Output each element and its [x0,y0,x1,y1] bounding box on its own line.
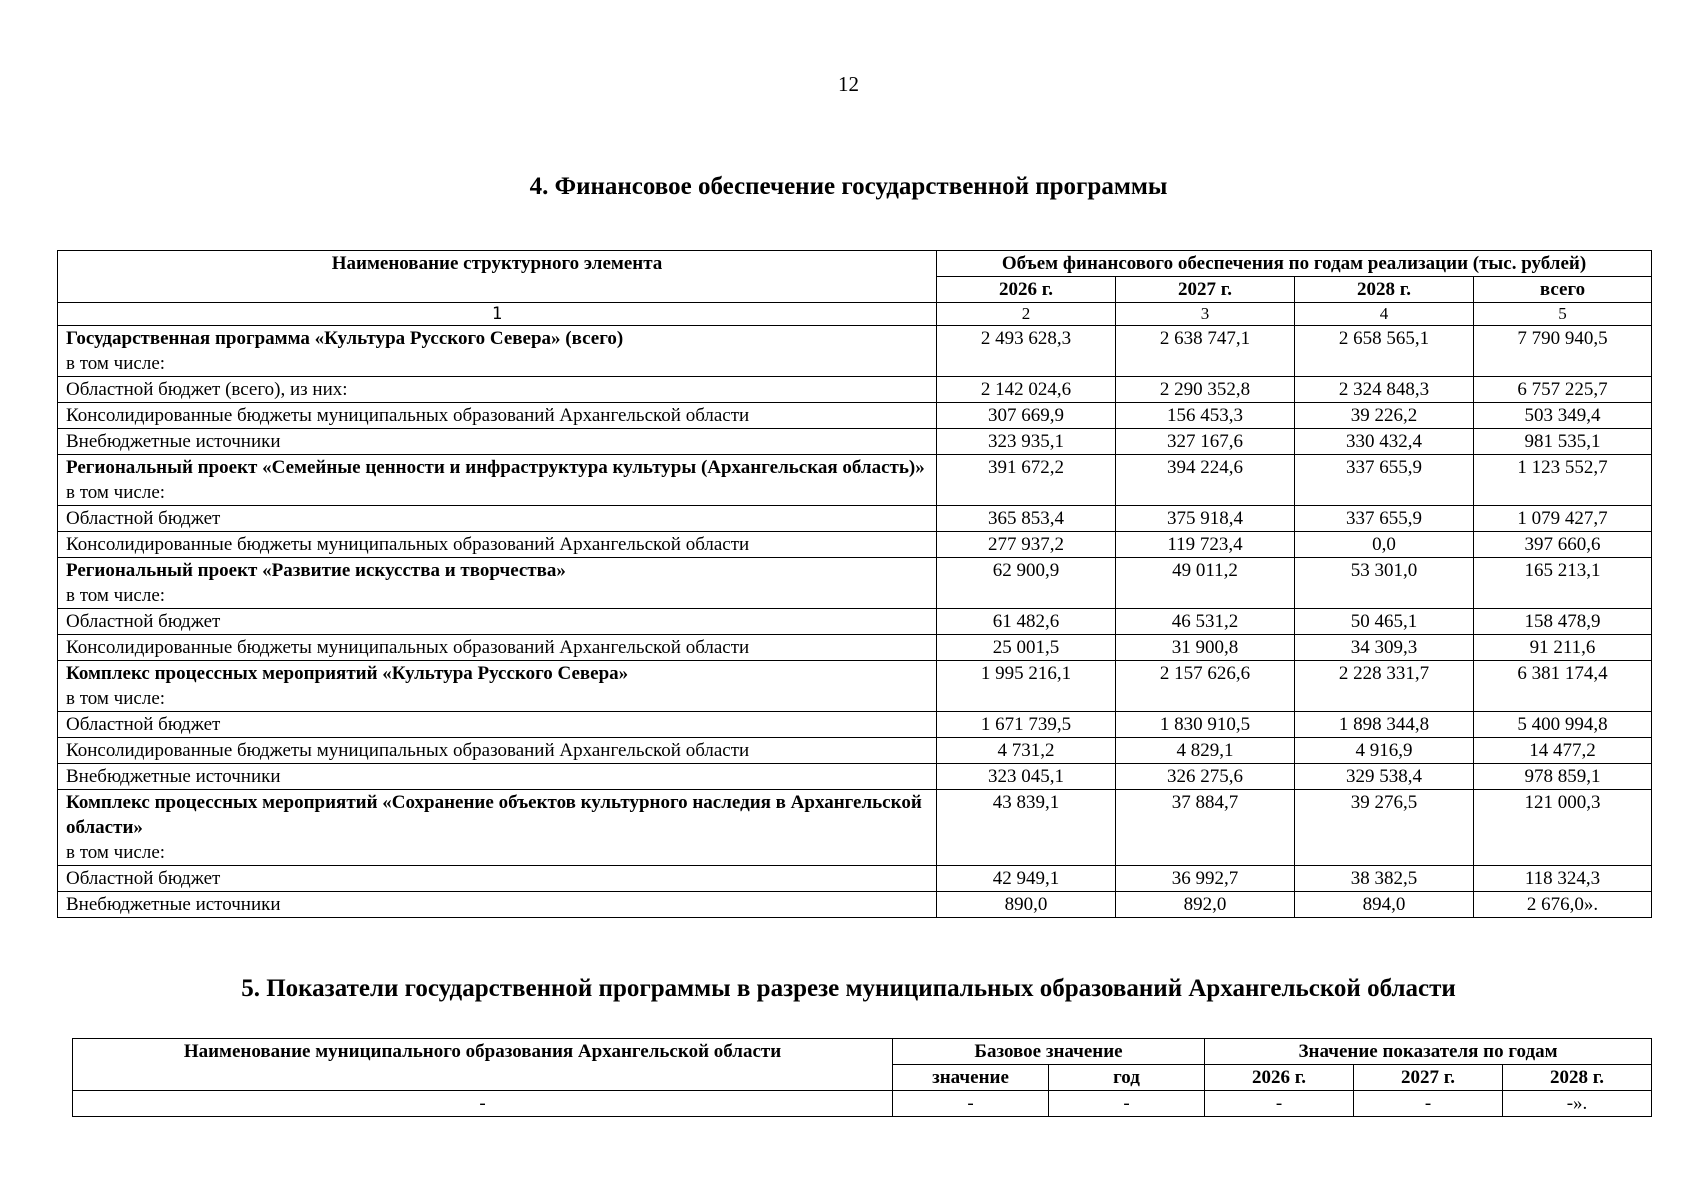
value-cell: 1 123 552,7 [1474,455,1652,506]
value-cell: 1 898 344,8 [1295,712,1474,738]
value-cell: 365 853,4 [937,506,1116,532]
value-cell: 503 349,4 [1474,403,1652,429]
row-name: Областной бюджет [58,609,937,635]
row-subtitle: в том числе: [66,353,166,374]
value-cell: 4 731,2 [937,738,1116,764]
row-name-cell [58,326,937,377]
table-row [58,866,1652,892]
value-cell: 34 309,3 [1295,635,1474,661]
value-cell: - [1049,1091,1205,1117]
financing-header-row [58,251,1652,277]
value-cell: 37 884,7 [1116,790,1295,866]
value-cell: 4 829,1 [1116,738,1295,764]
row-name: Внебюджетные источники [58,892,937,918]
value-cell: -». [1503,1091,1652,1117]
value-cell: 307 669,9 [937,403,1116,429]
value-cell: 892,0 [1116,892,1295,918]
table-row [58,377,1652,403]
year-header: 2028 г. [1295,277,1474,303]
value-cell: 121 000,3 [1474,790,1652,866]
row-name-cell [58,558,937,609]
table-row [58,790,1652,866]
value-cell: 119 723,4 [1116,532,1295,558]
value-cell: 323 935,1 [937,429,1116,455]
value-cell: 337 655,9 [1295,506,1474,532]
value-cell: 2 638 747,1 [1116,326,1295,377]
value-cell: 7 790 940,5 [1474,326,1652,377]
value-cell: 337 655,9 [1295,455,1474,506]
table-row [58,738,1652,764]
row-name: Комплекс процессных мероприятий «Сохранение объектов культурного наследия в Архангельской области» [66,792,922,838]
value-cell: 158 478,9 [1474,609,1652,635]
financing-volume-header: Объем финансового обеспечения по годам реализации (тыс. рублей) [937,251,1652,277]
value-cell: 50 465,1 [1295,609,1474,635]
value-cell: 5 400 994,8 [1474,712,1652,738]
value-cell: 2 676,0». [1474,892,1652,918]
row-name: Областной бюджет (всего), из них: [58,377,937,403]
value-cell: 2 493 628,3 [937,326,1116,377]
value-cell: 118 324,3 [1474,866,1652,892]
structural-element-header: Наименование структурного элемента [58,251,937,303]
row-name: Внебюджетные источники [58,764,937,790]
row-name: Консолидированные бюджеты муниципальных образований Архангельской области [58,403,937,429]
value-cell: 91 211,6 [1474,635,1652,661]
indicators-table [72,1038,1652,1117]
page-number: 12 [838,72,859,96]
financing-table [57,250,1652,918]
row-name: Региональный проект «Семейные ценности и инфраструктура культуры (Архангельская область)» [66,457,925,478]
base-value-header: Базовое значение [893,1039,1205,1065]
row-subtitle: в том числе: [66,482,166,503]
value-cell: 375 918,4 [1116,506,1295,532]
value-cell: 49 011,2 [1116,558,1295,609]
value-cell: 394 224,6 [1116,455,1295,506]
table-row [58,558,1652,609]
row-name: Комплекс процессных мероприятий «Культура Русского Севера» [66,663,629,684]
value-cell: - [893,1091,1049,1117]
value-cell: 2 228 331,7 [1295,661,1474,712]
value-cell: 2 324 848,3 [1295,377,1474,403]
value-cell: 327 167,6 [1116,429,1295,455]
row-name: Государственная программа «Культура Русского Севера» (всего) [66,328,624,349]
indicator-years-header: Значение показателя по годам [1205,1039,1652,1065]
row-name: Областной бюджет [58,866,937,892]
section-5-title: 5. Показатели государственной программы в разрезе муниципальных образований Архангельской области [241,975,1456,1002]
value-cell: 39 276,5 [1295,790,1474,866]
table-row [58,764,1652,790]
value-cell: - [1354,1091,1503,1117]
value-cell: 277 937,2 [937,532,1116,558]
table-row [58,403,1652,429]
value-cell: 6 381 174,4 [1474,661,1652,712]
value-cell: 4 916,9 [1295,738,1474,764]
value-cell: 62 900,9 [937,558,1116,609]
value-cell: - [73,1091,893,1117]
value-cell: 61 482,6 [937,609,1116,635]
value-cell: 2 290 352,8 [1116,377,1295,403]
column-index: 1 [58,303,937,326]
row-name: Региональный проект «Развитие искусства и творчества» [66,560,566,581]
row-name: Консолидированные бюджеты муниципальных образований Архангельской области [58,635,937,661]
column-index: 3 [1116,303,1295,326]
value-cell: 391 672,2 [937,455,1116,506]
value-cell: 31 900,8 [1116,635,1295,661]
row-name: Консолидированные бюджеты муниципальных образований Архангельской области [58,532,937,558]
value-cell: 165 213,1 [1474,558,1652,609]
table-row [58,326,1652,377]
table-row [58,455,1652,506]
value-cell: 1 079 427,7 [1474,506,1652,532]
table-row [58,712,1652,738]
row-name-cell [58,455,937,506]
value-cell: 46 531,2 [1116,609,1295,635]
value-cell: 25 001,5 [937,635,1116,661]
value-cell: 36 992,7 [1116,866,1295,892]
total-header: всего [1474,277,1652,303]
section-4-title: 4. Финансовое обеспечение государственной программы [529,173,1168,200]
value-cell: 156 453,3 [1116,403,1295,429]
row-name: Областной бюджет [58,506,937,532]
value-cell: 53 301,0 [1295,558,1474,609]
base-value-subheader: значение [893,1065,1049,1091]
value-cell: 14 477,2 [1474,738,1652,764]
row-name-cell [58,661,937,712]
value-cell: 1 830 910,5 [1116,712,1295,738]
year-header: 2027 г. [1354,1065,1503,1091]
value-cell: 326 275,6 [1116,764,1295,790]
value-cell: 890,0 [937,892,1116,918]
table-row [73,1091,1652,1117]
row-name: Областной бюджет [58,712,937,738]
value-cell: 981 535,1 [1474,429,1652,455]
value-cell: 2 658 565,1 [1295,326,1474,377]
table-row [58,429,1652,455]
municipality-header: Наименование муниципального образования Архангельской области [73,1039,893,1091]
value-cell: 978 859,1 [1474,764,1652,790]
table-row [58,661,1652,712]
table-row [58,609,1652,635]
table-row [58,892,1652,918]
row-name-cell [58,790,937,866]
table-row [58,635,1652,661]
value-cell: 2 157 626,6 [1116,661,1295,712]
value-cell: 1 671 739,5 [937,712,1116,738]
value-cell: 39 226,2 [1295,403,1474,429]
value-cell: 6 757 225,7 [1474,377,1652,403]
value-cell: 397 660,6 [1474,532,1652,558]
column-index: 4 [1295,303,1474,326]
table-row [58,532,1652,558]
value-cell: 1 995 216,1 [937,661,1116,712]
row-name: Внебюджетные источники [58,429,937,455]
year-header: 2028 г. [1503,1065,1652,1091]
year-header: 2026 г. [937,277,1116,303]
table-row [58,506,1652,532]
value-cell: 38 382,5 [1295,866,1474,892]
value-cell: 43 839,1 [937,790,1116,866]
value-cell: 2 142 024,6 [937,377,1116,403]
value-cell: 894,0 [1295,892,1474,918]
row-subtitle: в том числе: [66,688,166,709]
base-year-subheader: год [1049,1065,1205,1091]
row-subtitle: в том числе: [66,585,166,606]
value-cell: - [1205,1091,1354,1117]
value-cell: 323 045,1 [937,764,1116,790]
value-cell: 42 949,1 [937,866,1116,892]
value-cell: 329 538,4 [1295,764,1474,790]
year-header: 2027 г. [1116,277,1295,303]
indicators-header-row [73,1039,1652,1065]
year-header: 2026 г. [1205,1065,1354,1091]
value-cell: 330 432,4 [1295,429,1474,455]
column-index: 5 [1474,303,1652,326]
value-cell: 0,0 [1295,532,1474,558]
row-subtitle: в том числе: [66,842,166,863]
column-index-row [58,303,1652,326]
column-index: 2 [937,303,1116,326]
row-name: Консолидированные бюджеты муниципальных образований Архангельской области [58,738,937,764]
